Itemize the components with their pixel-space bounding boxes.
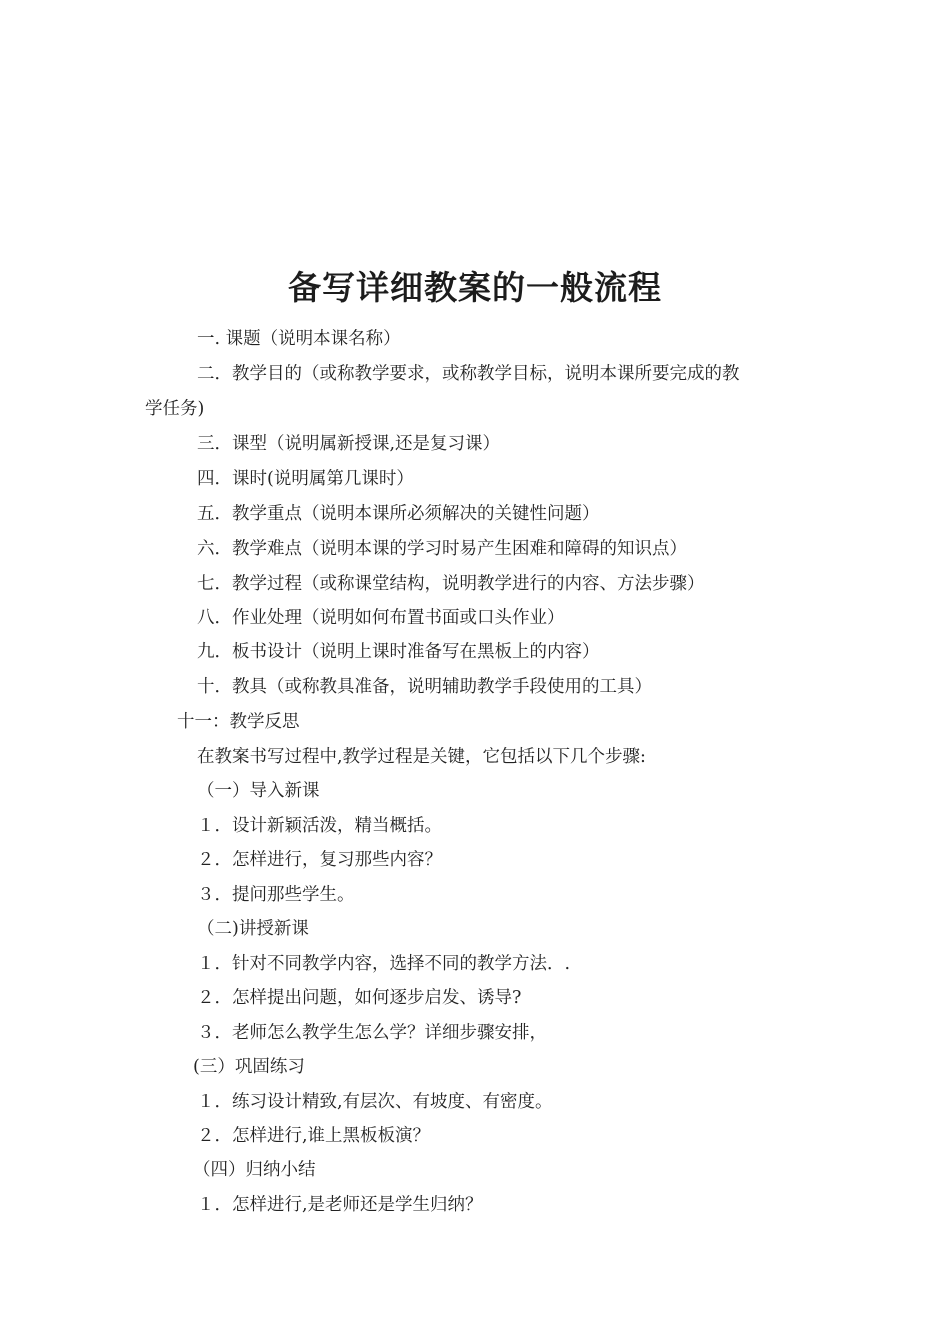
section-4-class-hours: 四．课时(说明属第几课时） <box>197 469 414 489</box>
step-2-item-2: ２．怎样提出问题，如何逐步启发、诱导? <box>197 988 522 1008</box>
section-3-lesson-type: 三．课型（说明属新授课,还是复习课） <box>197 434 501 454</box>
step-3-item-2: ２．怎样进行,谁上黑板板演？ <box>197 1126 431 1146</box>
section-7-teaching-process: 七．教学过程（或称课堂结构，说明教学进行的内容、方法步骤） <box>197 574 705 594</box>
step-2-item-3: ３．老师怎么教学生怎么学？详细步骤安排， <box>197 1023 547 1043</box>
section-1-lesson-title: 一. 课题（说明本课名称） <box>197 329 401 349</box>
step-1-item-3: ３．提问那些学生。 <box>197 885 355 905</box>
step-1-item-2: ２．怎样进行，复习那些内容？ <box>197 850 442 870</box>
step-1-item-1: １．设计新颖活泼，精当概括。 <box>197 816 442 836</box>
section-9-blackboard: 九．板书设计（说明上课时准备写在黑板上的内容） <box>197 642 600 662</box>
step-2-heading: （二)讲授新课 <box>197 919 309 939</box>
section-6-difficulties: 六．教学难点（说明本课的学习时易产生困难和障碍的知识点） <box>197 539 687 559</box>
section-11-reflection: 十一：教学反思 <box>177 712 300 732</box>
section-10-teaching-aids: 十．教具（或称教具准备，说明辅助教学手段使用的工具） <box>197 677 652 697</box>
step-3-item-1: １．练习设计精致,有层次、有坡度、有密度。 <box>197 1092 553 1112</box>
document-title: 备写详细教案的一般流程 <box>288 268 662 307</box>
process-intro: 在教案书写过程中,教学过程是关键，它包括以下几个步骤: <box>197 747 646 767</box>
section-2-teaching-objective: 二．教学目的（或称教学要求，或称教学目标，说明本课所要完成的教 <box>197 364 740 384</box>
step-2-item-1: １．针对不同教学内容，选择不同的教学方法．. <box>197 954 571 974</box>
step-3-heading: (三）巩固练习 <box>193 1057 305 1077</box>
step-4-heading: （四）归纳小结 <box>193 1160 316 1180</box>
step-1-heading: （一）导入新课 <box>197 781 320 801</box>
section-2-continuation: 学任务) <box>145 399 205 419</box>
section-8-homework: 八．作业处理（说明如何布置书面或口头作业） <box>197 608 565 628</box>
section-5-key-points: 五．教学重点（说明本课所必须解决的关键性问题） <box>197 504 600 524</box>
step-4-item-1: １．怎样进行,是老师还是学生归纳？ <box>197 1195 483 1215</box>
